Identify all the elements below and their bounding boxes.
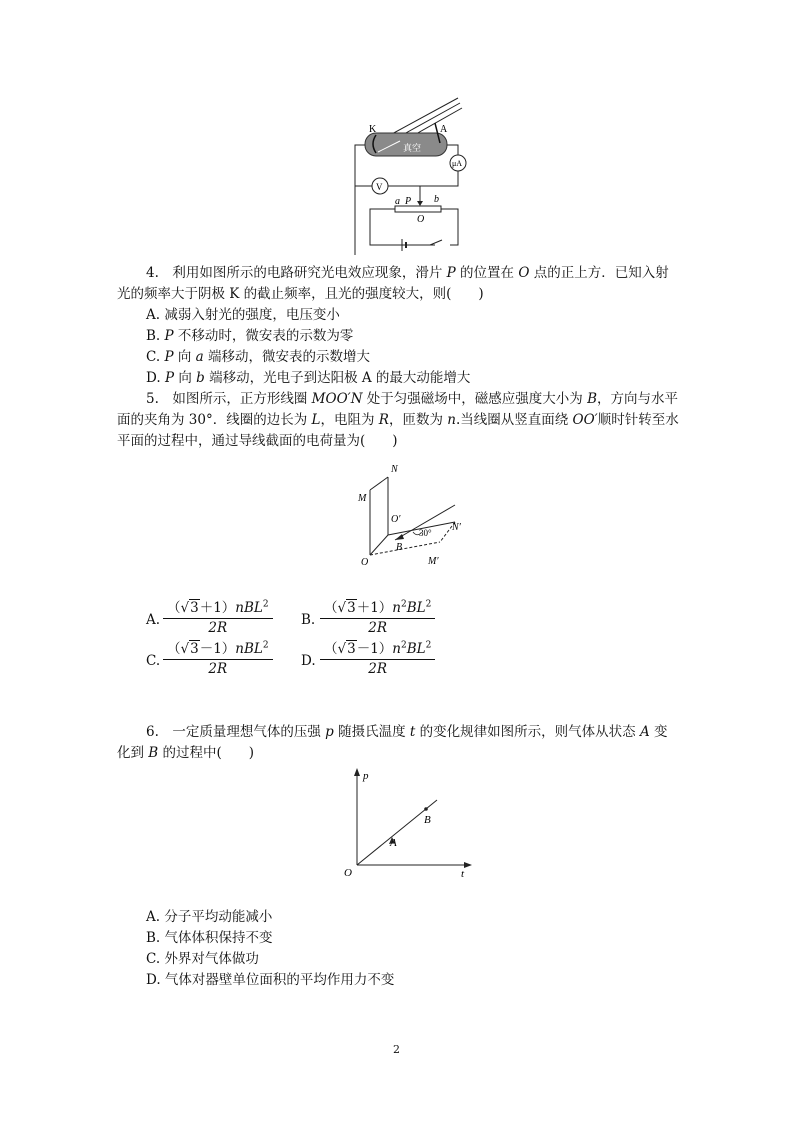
fig6-label-A: A bbox=[390, 837, 397, 849]
exponent: 2 bbox=[425, 599, 432, 610]
num-tail: nBL bbox=[235, 600, 263, 616]
q4-option-d-text: 端移动，光电子到达阳极 A 的最大动能增大 bbox=[204, 370, 471, 386]
num-sign: ＋1） bbox=[199, 600, 236, 616]
photoelectric-circuit-figure bbox=[340, 95, 480, 255]
q5-stem-text: .当线圈从竖直面绕 bbox=[455, 412, 573, 428]
exponent: 2 bbox=[262, 640, 269, 651]
q4-stem-line2: 光的频率大于阴极 K 的截止频率，且光的强度较大，则( ) bbox=[117, 286, 484, 302]
q4-var-O: O bbox=[518, 265, 530, 281]
fig6-label-t: t bbox=[461, 868, 465, 880]
q5-stem-text: 处于匀强磁场中，磁感应强度大小为 bbox=[362, 391, 588, 407]
q4-option-c[interactable] bbox=[146, 347, 370, 367]
pressure-temperature-graph bbox=[340, 765, 475, 880]
page-number: 2 bbox=[393, 1043, 400, 1056]
q5-option-a-fraction[interactable] bbox=[163, 599, 273, 637]
fig4-label-ua: μA bbox=[452, 159, 463, 168]
q5-stem-line3: 平面的过程中，通过导线截面的电荷量为( ) bbox=[117, 433, 398, 449]
q6-option-b[interactable]: B. 气体体积保持不变 bbox=[146, 930, 273, 946]
fig5-label-Mp: M′ bbox=[428, 556, 439, 567]
q5-var-B: B bbox=[587, 391, 598, 407]
q6-var-A: A bbox=[639, 724, 650, 740]
fig5-label-B: B bbox=[396, 542, 403, 553]
num-n: n bbox=[392, 641, 401, 657]
q4-option-c-text: 端移动，微安表的示数增大 bbox=[203, 349, 370, 365]
q4-option-d[interactable] bbox=[146, 368, 470, 388]
fig4-label-K: K bbox=[369, 124, 377, 135]
num-tail: BL bbox=[406, 600, 426, 616]
fig6-label-B: B bbox=[424, 814, 431, 826]
q5-stem-text: ，电阻为 bbox=[320, 412, 379, 428]
exponent: 2 bbox=[401, 640, 407, 651]
fig5-label-N: N bbox=[391, 464, 398, 475]
sqrt-radicand: 3 bbox=[347, 600, 356, 616]
q4-stem-text: 点的正上方．已知入射 bbox=[529, 265, 669, 281]
sqrt-radicand: 3 bbox=[190, 600, 199, 616]
exponent: 2 bbox=[401, 599, 407, 610]
num-sign: －1） bbox=[356, 641, 393, 657]
q4-var-P: P bbox=[164, 370, 175, 386]
q5-option-d-label[interactable]: D. bbox=[301, 653, 316, 669]
q6-stem-text: 6. 一定质量理想气体的压强 bbox=[146, 724, 326, 740]
q6-stem-text: 随摄氏温度 bbox=[333, 724, 410, 740]
fig4-label-vacuum: 真空 bbox=[403, 143, 422, 153]
exponent: 2 bbox=[262, 599, 269, 610]
q5-option-b-label[interactable]: B. bbox=[301, 612, 316, 628]
q6-stem-text: 的过程中( ) bbox=[158, 745, 255, 761]
sqrt-radicand: 3 bbox=[190, 641, 199, 657]
q4-option-c-text: 向 bbox=[173, 349, 196, 365]
fig4-label-b: b bbox=[434, 194, 439, 205]
fig4-label-P: P bbox=[405, 196, 412, 207]
q5-option-d-numerator: $(√3-1)n^2BL^2$ bbox=[320, 640, 435, 660]
q5-option-b-fraction[interactable] bbox=[320, 599, 435, 637]
q5-stem-text: 5. 如图所示，正方形线圈 bbox=[146, 391, 312, 407]
q5-option-b-numerator: $(√3+1)n^2BL^2$ bbox=[320, 599, 435, 619]
q4-stem-text: 的位置在 bbox=[455, 265, 519, 281]
q5-option-a-label[interactable]: A. bbox=[146, 612, 161, 628]
q4-option-b-text: 不移动时，微安表的示数为零 bbox=[173, 328, 354, 344]
q6-stem-text: 变 bbox=[649, 724, 668, 740]
q5-option-d-denominator: 2R bbox=[368, 661, 388, 677]
q5-option-c-numerator: （√3－1）nBL$^2$ bbox=[163, 640, 273, 660]
q5-var-axis: OO′ bbox=[572, 412, 598, 428]
exponent: 2 bbox=[425, 640, 432, 651]
q6-option-a[interactable]: A. 分子平均动能减小 bbox=[146, 909, 273, 925]
q5-stem-line1 bbox=[146, 389, 678, 409]
q6-var-p: p bbox=[325, 724, 334, 740]
q5-option-a-denominator: 2R bbox=[208, 620, 228, 636]
q6-stem-text: 化到 bbox=[117, 745, 149, 761]
q6-stem-line1 bbox=[146, 722, 668, 742]
q5-option-c-fraction[interactable] bbox=[163, 640, 273, 678]
fig4-label-a: a bbox=[395, 196, 400, 207]
num-sign: ＋1） bbox=[356, 600, 393, 616]
q5-option-c-denominator: 2R bbox=[208, 661, 228, 677]
fig6-label-O: O bbox=[344, 867, 352, 879]
q5-var-coil: MOO′N bbox=[311, 391, 363, 407]
q5-var-n: n bbox=[447, 412, 456, 428]
fig5-label-angle: 30° bbox=[419, 528, 432, 538]
q5-option-c-label[interactable]: C. bbox=[146, 653, 161, 669]
num-sign: －1） bbox=[199, 641, 236, 657]
q5-stem-text: ，方向与水平 bbox=[597, 391, 679, 407]
q6-var-t: t bbox=[409, 724, 416, 740]
fig4-label-O: O bbox=[417, 214, 425, 225]
q4-var-P: P bbox=[164, 349, 174, 365]
q4-option-a[interactable]: A. 减弱入射光的强度，电压变小 bbox=[146, 307, 340, 323]
num-tail: nBL bbox=[235, 641, 263, 657]
rotating-coil-figure bbox=[355, 455, 485, 570]
q4-var-P: P bbox=[164, 328, 174, 344]
fig4-label-A: A bbox=[440, 124, 448, 135]
fig6-label-p: p bbox=[363, 770, 369, 782]
fig5-label-Op: O′ bbox=[391, 514, 401, 525]
fig4-label-v: V bbox=[376, 182, 383, 192]
fig5-label-M: M bbox=[358, 493, 367, 504]
q4-var-b: b bbox=[196, 370, 205, 386]
q6-option-d[interactable]: D. 气体对器壁单位面积的平均作用力不变 bbox=[146, 972, 395, 988]
q4-stem-text: 4. 利用如图所示的电路研究光电效应现象，滑片 bbox=[146, 265, 447, 281]
q6-stem-line2 bbox=[117, 743, 254, 763]
num-n: n bbox=[392, 600, 401, 616]
q5-stem-text: 面的夹角为 30°．线圈的边长为 bbox=[117, 412, 312, 428]
q4-option-d-text: 向 bbox=[174, 370, 197, 386]
q5-var-R: R bbox=[378, 412, 389, 428]
q5-option-a-numerator: （√3＋1）nBL$^2$ bbox=[163, 599, 273, 619]
fig5-label-O: O bbox=[361, 557, 369, 568]
q4-option-b[interactable] bbox=[146, 326, 353, 346]
sqrt-radicand: 3 bbox=[347, 641, 356, 657]
q6-stem-text: 的变化规律如图所示，则气体从状态 bbox=[415, 724, 640, 740]
fig5-label-Np: N′ bbox=[452, 522, 461, 533]
q4-option-c-text: C. bbox=[146, 349, 165, 365]
num-tail: BL bbox=[406, 641, 426, 657]
q5-stem-text: ，匝数为 bbox=[388, 412, 448, 428]
q5-option-d-fraction[interactable] bbox=[320, 640, 435, 678]
q5-stem-line2 bbox=[117, 410, 679, 430]
q5-option-b-denominator: 2R bbox=[368, 620, 388, 636]
q4-option-b-text: B. bbox=[146, 328, 165, 344]
q4-option-d-text: D. bbox=[146, 370, 165, 386]
q4-var-a: a bbox=[195, 349, 204, 365]
q5-var-L: L bbox=[311, 412, 321, 428]
q5-stem-text: 顺时针转至水 bbox=[597, 412, 679, 428]
q6-var-B: B bbox=[148, 745, 159, 761]
q4-var-P: P bbox=[446, 265, 456, 281]
q6-option-c[interactable]: C. 外界对气体做功 bbox=[146, 951, 259, 967]
q4-stem-line1 bbox=[146, 263, 669, 283]
